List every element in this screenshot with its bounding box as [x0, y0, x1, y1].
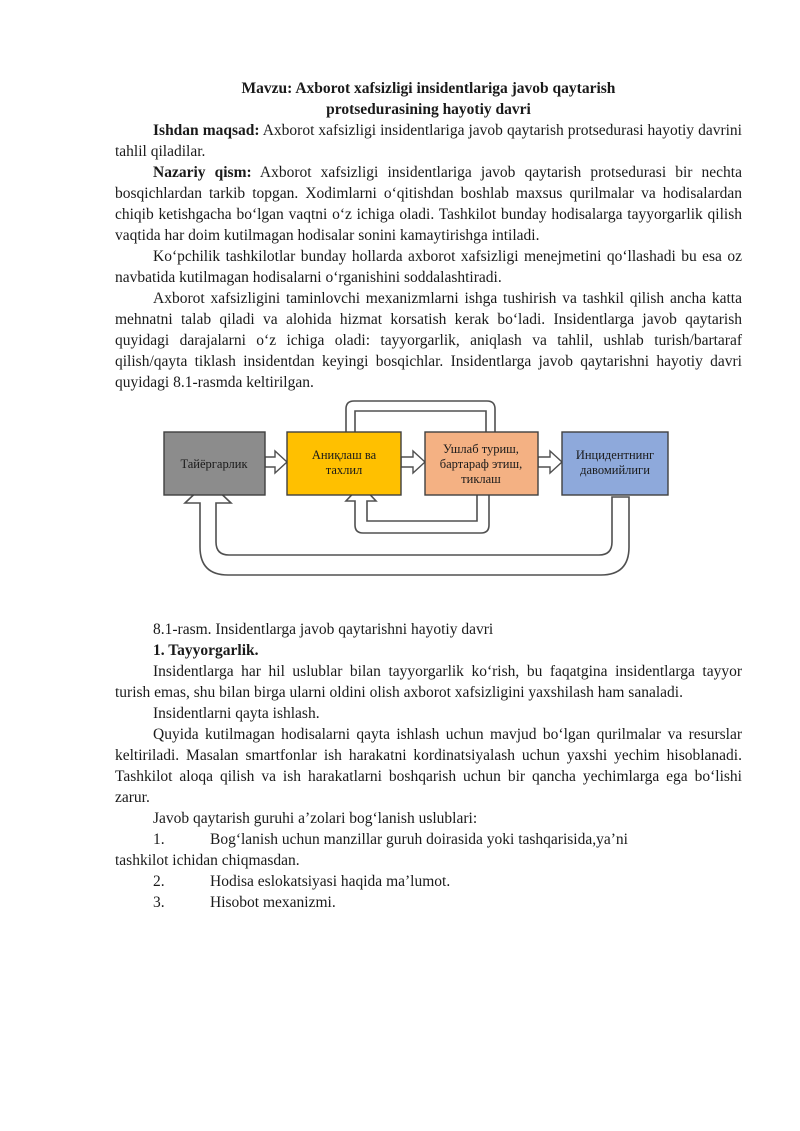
section-paragraph-1: Insidentlarga har hil uslublar bilan tayyorgarlik ko‘rish, bu faqatgina insidentlarga tayyor turish emas, shu bilan birga ularni oldini olish axborot xafsizligini yaxshilash ham sanaladi.	[115, 663, 742, 701]
goal-text: Axborot xafsizligi insidentlariga javob qaytarish protsedurasi hayotiy davrini tahlil qiladilar.	[115, 122, 742, 160]
arrow-2-to-3	[401, 451, 425, 473]
list-item-text: Hodisa eslokatsiyasi haqida ma’lumot.	[210, 873, 451, 890]
section-paragraph-4: Javob qaytarish guruhi a’zolari bog‘lanish uslublari:	[153, 810, 478, 827]
arrow-1-to-2	[265, 451, 287, 473]
list-item	[115, 871, 742, 892]
document-title-line2: protsedurasining hayotiy davri	[326, 101, 531, 118]
goal-paragraph	[115, 120, 742, 162]
figure-caption: 8.1-rasm. Insidentlarga javob qaytarishni hayotiy davri	[153, 621, 494, 638]
stage-label-post-incident-1: Инцидентнинг	[575, 448, 655, 462]
stage-label-containment-3: тиклаш	[461, 472, 501, 486]
list-item-number: 2.	[153, 873, 165, 890]
theory-label: Nazariy qism:	[153, 164, 252, 181]
lifecycle-diagram-svg	[158, 397, 703, 612]
stage-label-containment-2: бартараф этиш,	[439, 457, 523, 471]
document-page	[115, 78, 742, 913]
stage-label-detection-1: Аниқлаш ва	[311, 448, 377, 462]
section-heading: 1. Tayyorgarlik.	[153, 642, 259, 659]
stage-label-preparation: Тайёргарлик	[180, 457, 248, 471]
paragraph-2: Axborot xafsizligini taminlovchi mexanizmlarni ishga tushirish va tashkil qilish ancha katta mehnatni talab qiladi va alohida hizmat korsatish kerak bo‘ladi. Insidentlarga javob qaytarish quyidagi darajalarni o‘z ichiga oladi: tayyorgarlik, aniqlash va tahlil, ushlab turish/bartaraf qilish/qayta tiklash insidentdan keyingi bosqichlar. Insidentlarga javob qaytarishni hayotiy davri quyidagi 8.1-rasmda keltirilgan.	[115, 290, 742, 391]
list-item-continuation: tashkilot ichidan chiqmasdan.	[115, 852, 300, 869]
list-item-text: Bog‘lanish uchun manzillar guruh doirasida yoki tashqarisida,ya’ni	[210, 831, 628, 848]
list-item	[115, 892, 742, 913]
section-paragraph-2: Insidentlarni qayta ishlash.	[153, 705, 320, 722]
theory-text: Axborot xafsizligi insidentlariga javob qaytarish protsedurasi bir nechta bosqichlardan tarkib topgan. Xodimlarni o‘qitishdan boshlab maxsus qurilmalar va hodisalardan chiqib ketishgacha bo‘lgan vaqtni o‘z ichiga oladi. Tashkilot bunday hodisalarga tayyorgarlik qilish vaqtida har doim kutilmagan hodisalar sonini kamaytirishga intiladi.	[115, 164, 742, 244]
section-paragraph-3: Quyida kutilmagan hodisalarni qayta ishlash uchun mavjud bo‘lgan qurilmalar va resurslar keltiriladi. Masalan smartfonlar ish harakatni kordinatsiyalash uchun yaxshi yechim hisoblanadi. Tashkilot aloqa qilish va ish harakatlarni boshqarish uchun bir qancha yechimlarga ega bo‘lishi zarur.	[115, 726, 742, 806]
stage-label-detection-2: тахлил	[325, 463, 363, 477]
arrow-3-to-4	[538, 451, 562, 473]
document-title-line1: Mavzu: Axborot xafsizligi insidentlariga javob qaytarish	[241, 80, 616, 97]
goal-label: Ishdan maqsad:	[153, 122, 260, 139]
list-item	[115, 829, 742, 850]
list-item-text: Hisobot mexanizmi.	[210, 894, 336, 911]
stage-label-post-incident-2: давомийлиги	[580, 463, 650, 477]
list-item-number: 1.	[153, 831, 165, 848]
lifecycle-diagram	[115, 397, 742, 619]
list-item-number: 3.	[153, 894, 165, 911]
stage-label-containment-1: Ушлаб туриш,	[443, 442, 519, 456]
theory-paragraph	[115, 162, 742, 246]
paragraph-1: Ko‘pchilik tashkilotlar bunday hollarda axborot xafsizligi menejmetini qo‘llashadi bu esa oz navbatida kutilmagan hodisalarni o‘rganishini soddalashtiradi.	[115, 248, 742, 286]
